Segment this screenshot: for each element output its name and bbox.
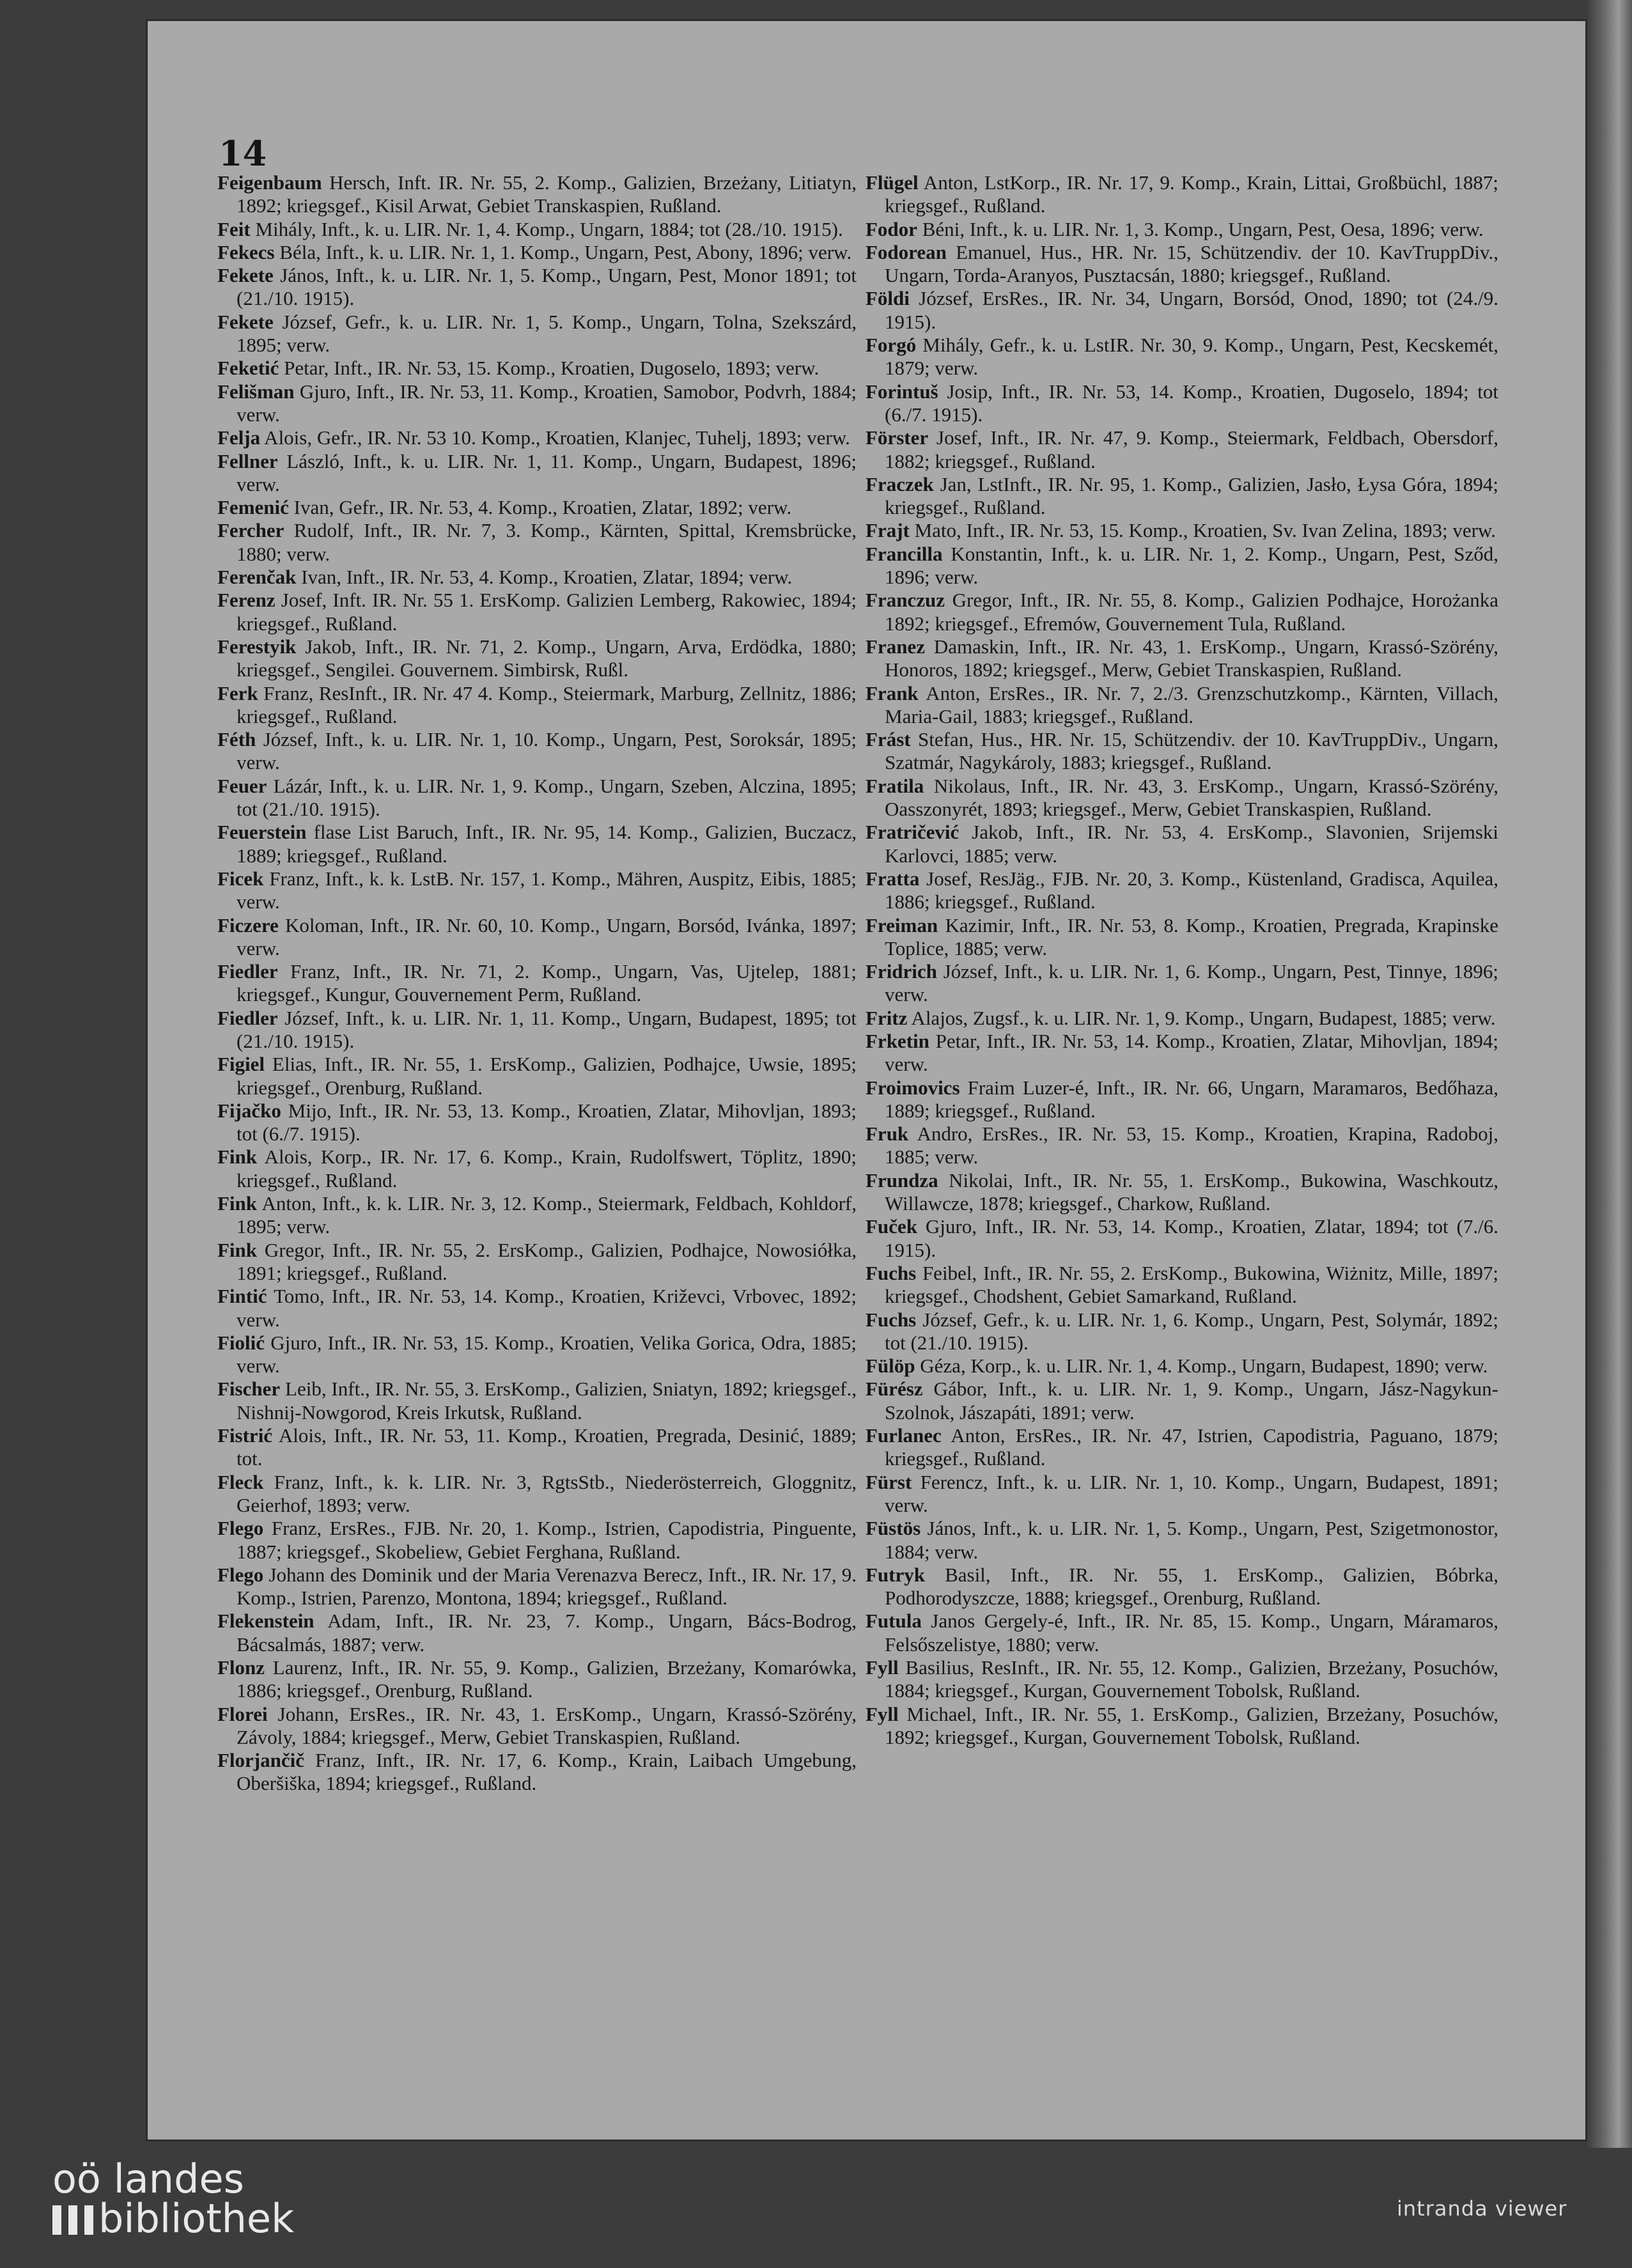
library-logo[interactable] <box>52 2155 294 2242</box>
entry-details: Konstantin, Inft., k. u. LIR. Nr. 1, 2. Komp., Ungarn, Pest, Sződ, 1896; verw. <box>885 542 1498 589</box>
entry-details: Johann, ErsRes., IR. Nr. 43, 1. ErsKomp., Ungarn, Krassó-Szörény, Závoly, 1884; kriegsgef., Merw, Gebiet Transkaspien, Rußland. <box>237 1702 857 1748</box>
entry-surname: Fürst <box>866 1470 912 1493</box>
entry-surname: Füstös <box>866 1517 921 1540</box>
entry-details: Feibel, Inft., IR. Nr. 55, 2. ErsKomp., Bukowina, Wiżnitz, Mille, 1897; kriegsgef., Chodshent, Gebiet Samarkand, Rußland. <box>885 1261 1498 1308</box>
entry-details: Koloman, Inft., IR. Nr. 60, 10. Komp., Ungarn, Borsód, Ivánka, 1897; verw. <box>237 913 857 959</box>
register-entry <box>217 1703 857 1750</box>
entry-surname: Fridrich <box>866 960 937 983</box>
register-entry <box>866 1471 1498 1518</box>
register-entry <box>866 1656 1498 1703</box>
register-entry <box>217 450 857 497</box>
entry-surname: Froimovics <box>866 1076 960 1099</box>
entry-surname: Fyll <box>866 1656 899 1679</box>
entry-details: Fraim Luzer-é, Inft., IR. Nr. 66, Ungarn, Maramaros, Bedőhaza, 1889; kriegsgef., Rußland. <box>885 1076 1498 1122</box>
entry-details: Anton, LstKorp., IR. Nr. 17, 9. Komp., Krain, Littai, Großbüchl, 1887; kriegsgef., Rußland. <box>885 171 1498 217</box>
register-entry <box>217 1610 857 1656</box>
register-entry <box>866 1703 1498 1750</box>
entry-surname: Fürész <box>866 1378 923 1401</box>
register-entry <box>217 682 857 729</box>
entry-surname: Frundza <box>866 1169 938 1192</box>
entry-details: flase List Baruch, Inft., IR. Nr. 95, 14. Komp., Galizien, Buczacz, 1889; kriegsgef., Rußland. <box>237 821 857 867</box>
register-entry <box>866 1122 1498 1169</box>
entry-details: Jan, LstInft., IR. Nr. 95, 1. Komp., Galizien, Jasło, Łysa Góra, 1894; kriegsgef., Rußland. <box>885 472 1498 519</box>
entry-details: Laurenz, Inft., IR. Nr. 55, 9. Komp., Galizien, Brzeżany, Komarówka, 1886; kriegsgef., Orenburg, Rußland. <box>237 1656 857 1702</box>
entry-details: Gregor, Inft., IR. Nr. 55, 8. Komp., Galizien Podhajce, Horożanka 1892; kriegsgef., Efremów, Gouvernement Tula, Rußland. <box>885 589 1498 635</box>
entry-surname: Furlanec <box>866 1424 942 1447</box>
register-entry <box>217 311 857 357</box>
entry-details: Emanuel, Hus., HR. Nr. 15, Schützendiv. der 10. KavTruppDiv., Ungarn, Torda-Aranyos, Pusztacsán, 1880; kriegsgef., Rußland. <box>885 240 1498 287</box>
entry-surname: Flego <box>217 1517 264 1540</box>
entry-surname: Flekenstein <box>217 1610 315 1633</box>
register-entry <box>217 171 857 218</box>
entry-surname: Felišman <box>217 380 295 403</box>
entry-details: Géza, Korp., k. u. LIR. Nr. 1, 4. Komp., Ungarn, Budapest, 1890; verw. <box>915 1355 1488 1378</box>
entry-details: Janos Gergely-é, Inft., IR. Nr. 85, 15. Komp., Ungarn, Máramaros, Felsőszelistye, 1880; verw. <box>885 1610 1498 1656</box>
entry-surname: Freiman <box>866 913 938 936</box>
entry-surname: Fijačko <box>217 1099 281 1122</box>
entry-details: Jakob, Inft., IR. Nr. 71, 2. Komp., Ungarn, Arva, Erdödka, 1880; kriegsgef., Sengilei. Gouvernem. Simbirsk, Rußl. <box>237 635 857 681</box>
entry-surname: Fodor <box>866 217 917 240</box>
entry-details: Franz, Inft., k. k. LIR. Nr. 3, RgtsStb., Niederösterreich, Gloggnitz, Geierhof, 1893; verw. <box>237 1470 857 1516</box>
entry-details: Alois, Gefr., IR. Nr. 53 10. Komp., Kroatien, Klanjec, Tuhelj, 1893; verw. <box>260 426 850 449</box>
logo-line-1: oö landes <box>52 2155 244 2202</box>
entry-details: Basil, Inft., IR. Nr. 55, 1. ErsKomp., Galizien, Bóbrka, Podhorodyszcze, 1888; kriegsgef., Orenburg, Rußland. <box>885 1563 1498 1610</box>
entry-surname: Ferestyik <box>217 635 297 658</box>
entry-details: József, Gefr., k. u. LIR. Nr. 1, 6. Komp., Ungarn, Pest, Solymár, 1892; tot (21./10. 1915). <box>885 1308 1498 1354</box>
entry-surname: Frank <box>866 681 919 704</box>
entry-surname: Fülöp <box>866 1355 915 1378</box>
entry-details: Jakob, Inft., IR. Nr. 53, 4. ErsKomp., Slavonien, Srijemski Karlovci, 1885; verw. <box>885 821 1498 867</box>
register-entry <box>866 1030 1498 1076</box>
entry-details: Petar, Inft., IR. Nr. 53, 15. Komp., Kroatien, Dugoselo, 1893; verw. <box>279 357 820 380</box>
entry-surname: Fercher <box>217 519 284 542</box>
entry-details: János, Inft., k. u. LIR. Nr. 1, 5. Komp., Ungarn, Pest, Monor 1891; tot (21./10. 1915). <box>237 264 857 310</box>
entry-surname: Fiolić <box>217 1331 265 1354</box>
entry-surname: Feit <box>217 217 251 240</box>
register-entry <box>217 1192 857 1239</box>
entry-surname: Felja <box>217 426 261 449</box>
register-entry <box>866 1076 1498 1123</box>
entry-surname: Figiel <box>217 1053 265 1076</box>
entry-details: Alois, Inft., IR. Nr. 53, 11. Komp., Kroatien, Pregrada, Desinić, 1889; tot. <box>237 1424 857 1470</box>
entry-details: Stefan, Hus., HR. Nr. 15, Schützendiv. der 10. KavTruppDiv., Ungarn, Szatmár, Nagykároly, 1883; kriegsgef., Rußland. <box>885 728 1498 774</box>
register-entry <box>217 218 857 241</box>
register-entry <box>217 241 857 264</box>
entry-surname: Florjančič <box>217 1749 305 1772</box>
entry-details: Mijo, Inft., IR. Nr. 53, 13. Komp., Kroatien, Zlatar, Mihovljan, 1893; tot (6./7. 1915). <box>237 1099 857 1146</box>
entry-details: Mato, Inft., IR. Nr. 53, 15. Komp., Kroatien, Sv. Ivan Zelina, 1893; verw. <box>909 519 1496 542</box>
register-entry <box>866 960 1498 1007</box>
entry-surname: Fraczek <box>866 472 934 495</box>
entry-details: Gjuro, Inft., IR. Nr. 53, 11. Komp., Kroatien, Samobor, Podvrh, 1884; verw. <box>237 380 857 426</box>
next-page-edge <box>1587 0 1632 2148</box>
entry-details: Michael, Inft., IR. Nr. 55, 1. ErsKomp., Galizien, Brzeżany, Posuchów, 1892; kriegsgef., Kurgan, Gouvernement Tobolsk, Rußland. <box>885 1702 1498 1748</box>
entry-details: Josef, ResJäg., FJB. Nr. 20, 3. Komp., Küstenland, Gradisca, Aquilea, 1886; kriegsgef., Rußland. <box>885 867 1498 913</box>
entry-surname: Femenić <box>217 496 289 519</box>
register-entry <box>866 241 1498 288</box>
entry-surname: Ficzere <box>217 913 279 936</box>
register-entry <box>217 426 857 449</box>
entry-surname: Förster <box>866 426 929 449</box>
entry-surname: Fratila <box>866 774 924 797</box>
entry-details: József, Inft., k. u. LIR. Nr. 1, 10. Komp., Ungarn, Pest, Soroksár, 1895; verw. <box>237 728 857 774</box>
entry-details: Anton, Inft., k. k. LIR. Nr. 3, 12. Komp., Steiermark, Feldbach, Kohldorf, 1895; verw. <box>237 1192 857 1238</box>
register-entry <box>217 1007 857 1053</box>
entry-surname: Feigenbaum <box>217 171 322 194</box>
register-entry <box>217 960 857 1007</box>
register-entry <box>217 1332 857 1378</box>
entry-surname: Fekecs <box>217 240 275 263</box>
register-entry <box>217 1378 857 1424</box>
entry-surname: Fuchs <box>866 1308 917 1331</box>
entry-details: Béla, Inft., k. u. LIR. Nr. 1, 1. Komp., Ungarn, Pest, Abony, 1896; verw. <box>274 240 852 263</box>
entry-details: Tomo, Inft., IR. Nr. 53, 14. Komp., Kroatien, Križevci, Vrbovec, 1892; verw. <box>237 1285 857 1331</box>
register-entry <box>866 1169 1498 1216</box>
entry-surname: Fiedler <box>217 960 278 983</box>
register-entry <box>866 1309 1498 1355</box>
register-entry <box>866 1517 1498 1564</box>
entry-surname: Fink <box>217 1238 258 1261</box>
entry-details: Josef, Inft., IR. Nr. 47, 9. Komp., Steiermark, Feldbach, Obersdorf, 1882; kriegsgef., Rußland. <box>885 426 1498 472</box>
entry-surname: Feuerstein <box>217 821 307 844</box>
entry-details: Basilius, ResInft., IR. Nr. 55, 12. Komp., Galizien, Brzeżany, Posuchów, 1884; kriegsgef., Kurgan, Gouvernement Tobolsk, Rußland. <box>885 1656 1498 1702</box>
entry-details: Gregor, Inft., IR. Nr. 55, 2. ErsKomp., Galizien, Podhajce, Nowosiółka, 1891; kriegsgef., Rußland. <box>237 1238 857 1284</box>
register-entry <box>866 473 1498 520</box>
entry-surname: Francilla <box>866 542 943 565</box>
logo-line-2: bibliothek <box>98 2195 294 2242</box>
entry-details: Hersch, Inft. IR. Nr. 55, 2. Komp., Galizien, Brzeżany, Litiatyn, 1892; kriegsgef., Kisil Arwat, Gebiet Transkaspien, Rußland. <box>237 171 857 217</box>
entry-details: Anton, ErsRes., IR. Nr. 47, Istrien, Capodistria, Paguano, 1879; kriegsgef., Rußland. <box>885 1424 1498 1470</box>
register-entry <box>866 1215 1498 1262</box>
register-entry <box>866 218 1498 241</box>
entry-details: Mihály, Gefr., k. u. LstIR. Nr. 30, 9. Komp., Ungarn, Pest, Kecskemét, 1879; verw. <box>885 334 1498 380</box>
register-entry <box>217 1146 857 1192</box>
entry-details: Nikolaus, Inft., IR. Nr. 43, 3. ErsKomp., Ungarn, Krassó-Szörény, Oasszonyrét, 1893; kriegsgef., Merw, Gebiet Transkaspien, Rußland. <box>885 774 1498 821</box>
entry-details: János, Inft., k. u. LIR. Nr. 1, 5. Komp., Ungarn, Pest, Szigetmonostor, 1884; verw. <box>885 1517 1498 1563</box>
register-entry <box>217 728 857 775</box>
register-entry <box>217 519 857 566</box>
register-entry <box>866 426 1498 473</box>
entry-details: Gjuro, Inft., IR. Nr. 53, 15. Komp., Kroatien, Velika Gorica, Odra, 1885; verw. <box>237 1331 857 1378</box>
entry-details: József, Inft., k. u. LIR. Nr. 1, 11. Komp., Ungarn, Budapest, 1895; tot (21./10. 1915). <box>237 1006 857 1052</box>
entry-details: Petar, Inft., IR. Nr. 53, 14. Komp., Kroatien, Zlatar, Mihovljan, 1894; verw. <box>885 1029 1498 1076</box>
register-entry <box>217 496 857 519</box>
entry-details: Mihály, Inft., k. u. LIR. Nr. 1, 4. Komp., Ungarn, 1884; tot (28./10. 1915). <box>250 217 843 240</box>
register-entry <box>866 519 1498 542</box>
entry-details: Ivan, Gefr., IR. Nr. 53, 4. Komp., Kroatien, Zlatar, 1892; verw. <box>288 496 792 519</box>
entry-surname: Flego <box>217 1563 264 1586</box>
register-entry <box>217 867 857 914</box>
entry-surname: Fuček <box>866 1215 917 1238</box>
register-entry <box>217 1239 857 1285</box>
logo-bars-icon <box>52 2205 95 2235</box>
register-entry <box>866 1355 1498 1378</box>
entry-details: Josef, Inft. IR. Nr. 55 1. ErsKomp. Galizien Lemberg, Rakowiec, 1894; kriegsgef., Rußland. <box>237 589 857 635</box>
entry-details: Franz, ErsRes., FJB. Nr. 20, 1. Komp., Istrien, Capodistria, Pinguente, 1887; kriegsgef., Skobeliew, Gebiet Ferghana, Rußland. <box>237 1517 857 1563</box>
register-entry <box>866 334 1498 380</box>
register-entry <box>217 1749 857 1796</box>
entry-surname: Ferenčak <box>217 566 297 589</box>
entry-details: Josip, Inft., IR. Nr. 53, 14. Komp., Kroatien, Dugoselo, 1894; tot (6./7. 1915). <box>885 380 1498 426</box>
register-entry <box>217 1285 857 1332</box>
register-entry <box>866 1424 1498 1471</box>
entry-surname: Florei <box>217 1702 268 1725</box>
entry-details: Gábor, Inft., k. u. LIR. Nr. 1, 9. Komp., Ungarn, Jász-Nagykun-Szolnok, Jászapáti, 1891; verw. <box>885 1378 1498 1424</box>
entry-surname: Fleck <box>217 1470 264 1493</box>
entry-details: Alois, Korp., IR. Nr. 17, 6. Komp., Krain, Rudolfswert, Töplitz, 1890; kriegsgef., Rußland. <box>237 1146 857 1192</box>
entry-surname: Fischer <box>217 1378 281 1401</box>
entry-details: Alajos, Zugsf., k. u. LIR. Nr. 1, 9. Komp., Ungarn, Budapest, 1885; verw. <box>907 1006 1496 1029</box>
register-entry <box>866 635 1498 682</box>
entry-surname: Ferenz <box>217 589 276 612</box>
entry-surname: Ficek <box>217 867 264 890</box>
register-entry <box>217 357 857 380</box>
register-entry <box>217 380 857 427</box>
entry-details: Johann des Dominik und der Maria Verenazva Berecz, Inft., IR. Nr. 17, 9. Komp., Istrien, Parenzo, Montona, 1894; kriegsgef., Rußland. <box>237 1563 857 1610</box>
entry-details: Andro, ErsRes., IR. Nr. 53, 15. Komp., Kroatien, Krapina, Radoboj, 1885; verw. <box>885 1122 1498 1169</box>
entry-surname: Frást <box>866 728 911 751</box>
register-entry <box>217 775 857 821</box>
register-entry <box>217 1424 857 1471</box>
entry-details: Franz, Inft., IR. Nr. 17, 6. Komp., Krain, Laibach Umgebung, Oberšiška, 1894; kriegsgef., Rußland. <box>237 1749 857 1795</box>
entry-details: József, Gefr., k. u. LIR. Nr. 1, 5. Komp., Ungarn, Tolna, Szekszárd, 1895; verw. <box>237 310 857 357</box>
entry-surname: Feuer <box>217 774 267 797</box>
entry-surname: Franez <box>866 635 925 658</box>
entry-surname: Fekete <box>217 264 274 287</box>
register-entry <box>866 171 1498 218</box>
entry-surname: Futryk <box>866 1563 925 1586</box>
entry-surname: Fiedler <box>217 1006 278 1029</box>
register-entry <box>217 635 857 682</box>
entry-details: László, Inft., k. u. LIR. Nr. 1, 11. Komp., Ungarn, Budapest, 1896; verw. <box>237 449 857 495</box>
register-entry <box>866 589 1498 635</box>
entry-surname: Fruk <box>866 1122 909 1146</box>
page-number: 14 <box>219 133 267 174</box>
entry-surname: Ferk <box>217 681 258 704</box>
entry-details: Leib, Inft., IR. Nr. 55, 3. ErsKomp., Galizien, Sniatyn, 1892; kriegsgef., Nishnij-Nowgorod, Kreis Irkutsk, Rußland. <box>237 1378 857 1424</box>
entry-details: Rudolf, Inft., IR. Nr. 7, 3. Komp., Kärnten, Spittal, Kremsbrücke, 1880; verw. <box>237 519 857 565</box>
entry-surname: Frketin <box>866 1029 929 1052</box>
entry-surname: Fink <box>217 1192 258 1215</box>
register-entry <box>866 543 1498 589</box>
entry-details: Franz, Inft., k. k. LstB. Nr. 157, 1. Komp., Mähren, Auspitz, Eibis, 1885; verw. <box>237 867 857 913</box>
register-entry <box>866 728 1498 775</box>
entry-surname: Fritz <box>866 1006 908 1029</box>
register-entry <box>866 1564 1498 1610</box>
entry-surname: Fratričević <box>866 821 960 844</box>
register-entry <box>866 1007 1498 1030</box>
entry-details: Damaskin, Inft., IR. Nr. 43, 1. ErsKomp., Ungarn, Krassó-Szörény, Honoros, 1892; kriegsgef., Merw, Gebiet Transkaspien, Rußland. <box>885 635 1498 681</box>
register-entry <box>217 1656 857 1703</box>
entry-details: Elias, Inft., IR. Nr. 55, 1. ErsKomp., Galizien, Podhajce, Uwsie, 1895; kriegsgef., Orenburg, Rußland. <box>237 1053 857 1099</box>
entry-surname: Fintić <box>217 1285 267 1308</box>
entry-surname: Fink <box>217 1146 258 1169</box>
register-entry <box>866 914 1498 961</box>
entry-details: Anton, ErsRes., IR. Nr. 7, 2./3. Grenzschutzkomp., Kärnten, Villach, Maria-Gail, 1883; kriegsgef., Rußland. <box>885 681 1498 727</box>
register-entry <box>217 1517 857 1564</box>
entry-surname: Földi <box>866 287 910 310</box>
register-entry <box>217 1099 857 1146</box>
register-entry <box>866 682 1498 729</box>
entry-details: Franz, ResInft., IR. Nr. 47 4. Komp., Steiermark, Marburg, Zellnitz, 1886; kriegsgef., Rußland. <box>237 681 857 727</box>
register-entry <box>866 775 1498 821</box>
entry-details: József, ErsRes., IR. Nr. 34, Ungarn, Borsód, Onod, 1890; tot (24./9. 1915). <box>885 287 1498 333</box>
entry-details: Ferencz, Inft., k. u. LIR. Nr. 1, 10. Komp., Ungarn, Budapest, 1891; verw. <box>885 1470 1498 1516</box>
register-entry <box>217 914 857 961</box>
entry-details: József, Inft., k. u. LIR. Nr. 1, 6. Komp., Ungarn, Pest, Tinnye, 1896; verw. <box>885 960 1498 1006</box>
register-entry <box>866 380 1498 427</box>
left-column <box>217 171 857 1796</box>
entry-surname: Fistrić <box>217 1424 273 1447</box>
entry-surname: Futula <box>866 1610 922 1633</box>
register-entry <box>866 1262 1498 1309</box>
entry-surname: Fratta <box>866 867 920 890</box>
entry-surname: Forintuš <box>866 380 938 403</box>
register-entry <box>866 867 1498 914</box>
entry-details: Franz, Inft., IR. Nr. 71, 2. Komp., Ungarn, Vas, Ujtelep, 1881; kriegsgef., Kungur, Gouvernement Perm, Rußland. <box>237 960 857 1006</box>
entry-details: Lázár, Inft., k. u. LIR. Nr. 1, 9. Komp., Ungarn, Szeben, Alczina, 1895; tot (21./10. 1915). <box>237 774 857 821</box>
register-entry <box>217 1053 857 1099</box>
register-entry <box>866 821 1498 867</box>
entry-surname: Flügel <box>866 171 919 194</box>
entry-details: Adam, Inft., IR. Nr. 23, 7. Komp., Ungarn, Bács-Bodrog, Bácsalmás, 1887; verw. <box>237 1610 857 1656</box>
register-entry <box>217 821 857 867</box>
register-entry <box>866 287 1498 334</box>
entry-surname: Flonz <box>217 1656 265 1679</box>
entry-surname: Fekete <box>217 310 274 333</box>
entry-surname: Franczuz <box>866 589 945 612</box>
register-entry <box>217 264 857 311</box>
entry-surname: Féth <box>217 728 256 751</box>
register-entry <box>217 566 857 589</box>
register-entry <box>217 1471 857 1518</box>
right-column <box>866 171 1498 1749</box>
register-entry <box>866 1378 1498 1424</box>
entry-surname: Fyll <box>866 1702 899 1725</box>
entry-details: Gjuro, Inft., IR. Nr. 53, 14. Komp., Kroatien, Zlatar, 1894; tot (7./6. 1915). <box>885 1215 1498 1261</box>
entry-surname: Fellner <box>217 449 278 472</box>
entry-details: Béni, Inft., k. u. LIR. Nr. 1, 3. Komp., Ungarn, Pest, Oesa, 1896; verw. <box>917 217 1484 240</box>
viewer-brand-label[interactable]: intranda viewer <box>1397 2196 1567 2221</box>
entry-surname: Frajt <box>866 519 910 542</box>
register-entry <box>217 589 857 635</box>
entry-surname: Feketić <box>217 357 279 380</box>
entry-details: Ivan, Inft., IR. Nr. 53, 4. Komp., Kroatien, Zlatar, 1894; verw. <box>296 566 793 589</box>
register-entry <box>866 1610 1498 1656</box>
entry-surname: Fodorean <box>866 240 947 263</box>
entry-details: Nikolai, Inft., IR. Nr. 55, 1. ErsKomp., Bukowina, Waschkoutz, Willawcze, 1878; kriegsgef., Charkow, Rußland. <box>885 1169 1498 1215</box>
entry-surname: Fuchs <box>866 1261 917 1284</box>
register-entry <box>217 1564 857 1610</box>
entry-details: Kazimir, Inft., IR. Nr. 53, 8. Komp., Kroatien, Pregrada, Krapinske Toplice, 1885; verw. <box>885 913 1498 959</box>
entry-surname: Forgó <box>866 334 917 357</box>
